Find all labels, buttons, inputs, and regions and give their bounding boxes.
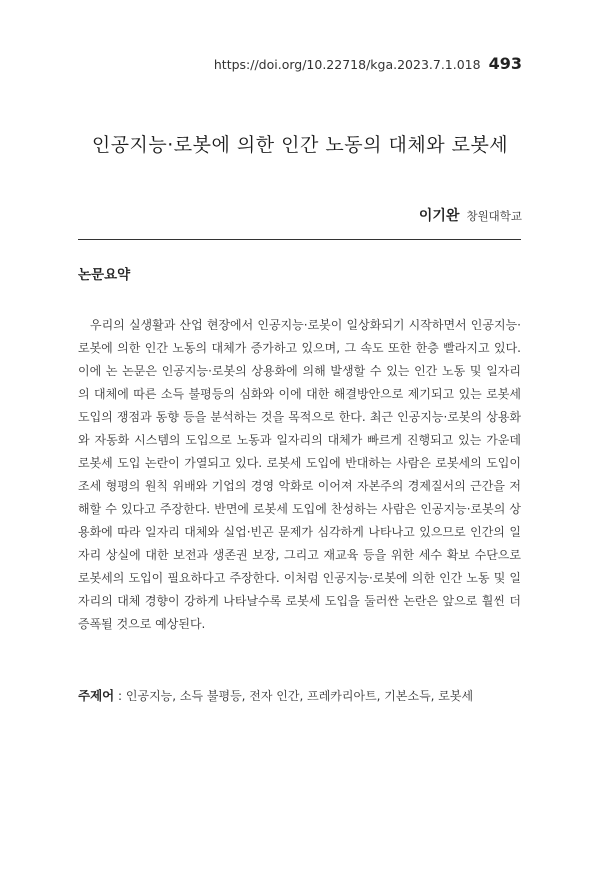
abstract-body: 우리의 실생활과 산업 현장에서 인공지능·로봇이 일상화되기 시작하면서 인공지능·로봇에 의한 인간 노동의 대체가 증가하고 있으며, 그 속도 또한 한층 빨라지고 있다. 이에 논 논문은 인공지능·로봇의 상용화에 의해 발생할 수 있는 인간 노동 및 일자리의 대체에 따른 소득 불평등의 심화와 이에 대한 해결방안으로 제기되고 있는 로봇세 도입의 쟁점과 동향 등을 분석하는 것을 목적으로 한다. 최근 인공지능·로봇의 상용화와 자동화 시스템의 도입으로 노동과 일자리의 대체가 빠르게 진행되고 있는 가운데 로봇세 도입 논란이 가열되고 있다. 로봇세 도입에 반대하는 사람은 로봇세의 도입이 조세 형평의 원칙 위배와 기업의 경영 악화로 이어져 자본주의 경제질서의 근간을 저해할 수 있다고 주장한다. 반면에 로봇세 도입에 찬성하는 사람은 인공지능·로봇의 상용화에 따라 일자리 대체와 실업·빈곤 문제가 심각하게 나타나고 있으므로 인간의 일자리 상실에 대한 보전과 생존권 보장, 그리고 재교육 등을 위한 세수 확보 수단으로 로봇세의 도입이 필요하다고 주장한다. 이처럼 인공지능·로봇에 의한 인간 노동 및 일자리의 대체 경향이 강하게 나타날수록 로봇세 도입을 둘러싼 논란은 앞으로 훨씬 더 증폭될 것으로 예상된다.: [78, 318, 521, 631]
page-header: [214, 54, 522, 73]
author-affiliation: 창원대학교: [466, 209, 522, 223]
paper-title: 인공지능·로봇에 의한 인간 노동의 대체와 로봇세: [91, 134, 509, 156]
abstract-heading: 논문요약: [78, 267, 131, 283]
doi-link[interactable]: https://doi.org/10.22718/kga.2023.7.1.018: [213, 57, 481, 72]
title-divider: [78, 239, 521, 240]
keywords-list: 인공지능, 소득 불평등, 전자 인간, 프레카리아트, 기본소득, 로봇세: [125, 689, 474, 703]
author-line: [419, 205, 522, 225]
page-number: 493: [488, 54, 522, 73]
keywords-label: 주제어: [78, 688, 115, 703]
keywords-separator: :: [114, 689, 126, 703]
author-name: 이기완: [418, 208, 460, 224]
keywords-line: [78, 686, 521, 704]
